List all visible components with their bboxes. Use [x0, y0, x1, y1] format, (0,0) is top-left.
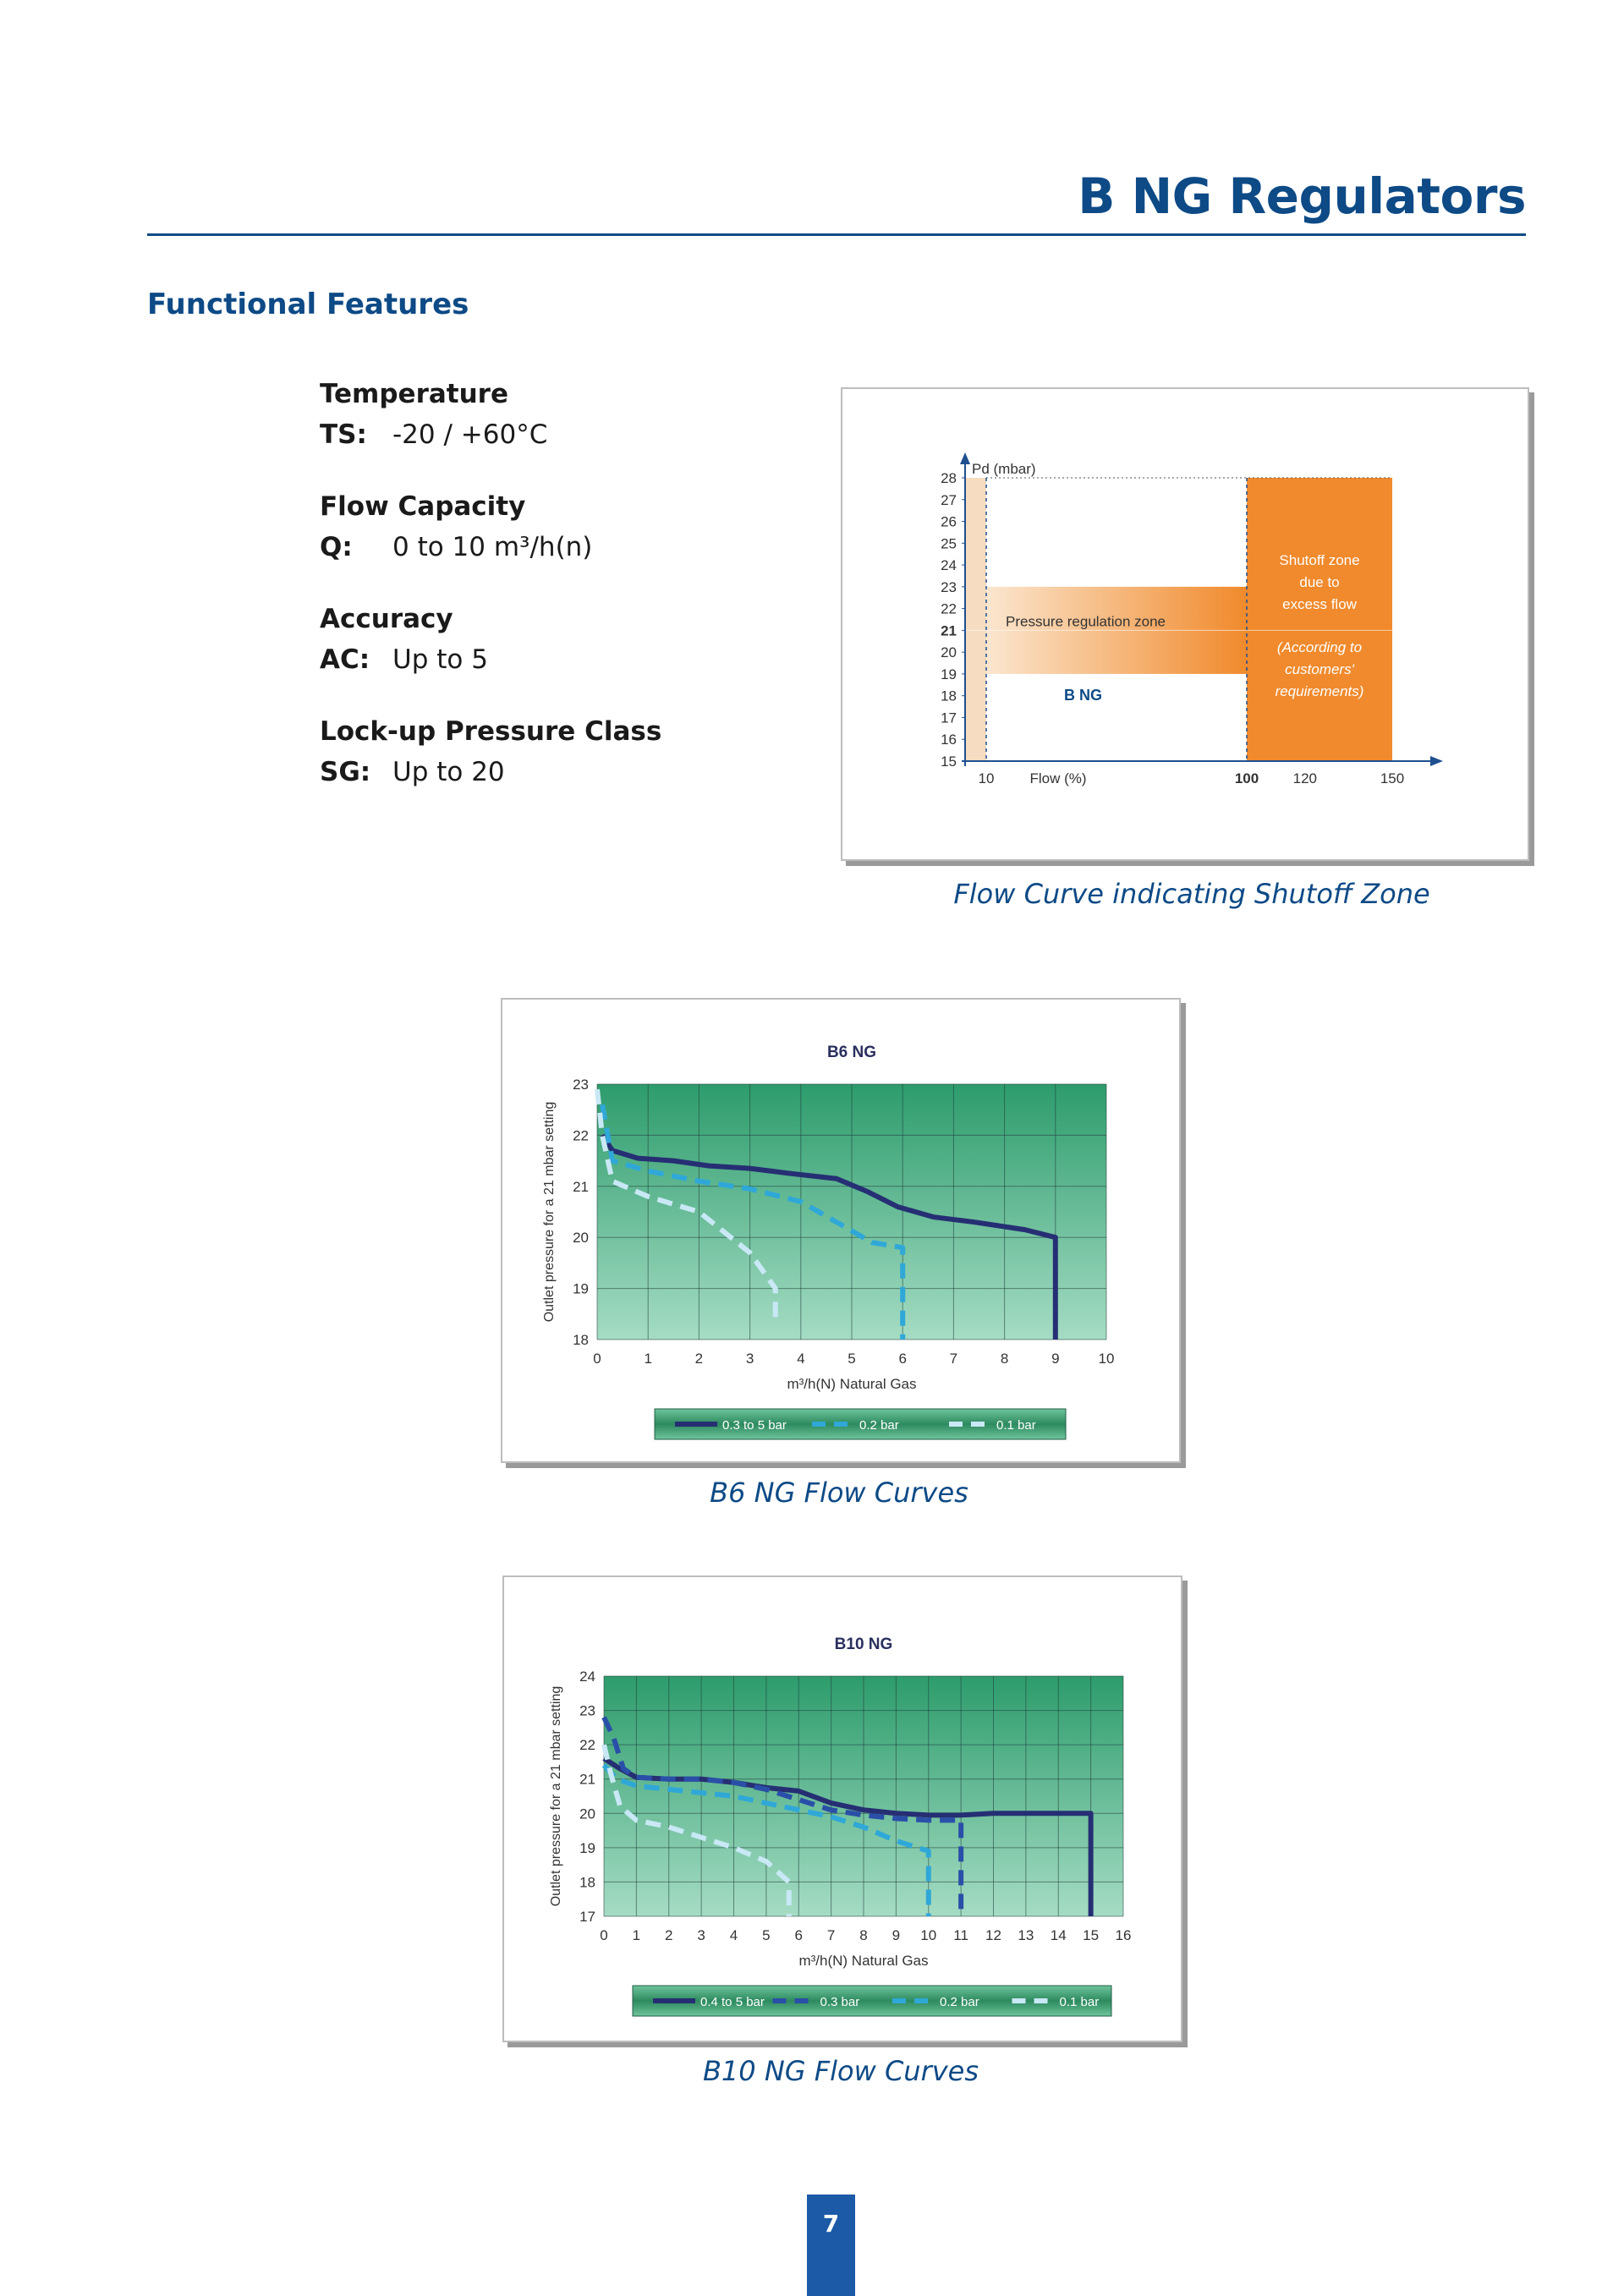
- startup-zone: [965, 478, 986, 761]
- y-tick-label: 18: [579, 1874, 595, 1891]
- legend-label: 0.3 bar: [820, 1995, 860, 2009]
- y-tick-label: 27: [941, 491, 957, 508]
- y-tick-label: 24: [579, 1669, 595, 1685]
- x-axis-arrow: [1430, 756, 1443, 766]
- legend-label: 0.2 bar: [859, 1418, 899, 1433]
- legend-label: 0.3 to 5 bar: [722, 1418, 787, 1433]
- regulation-zone-label: Pressure regulation zone: [1006, 613, 1166, 630]
- x-tick-label: 0: [600, 1927, 608, 1943]
- section-heading: Functional Features: [147, 288, 469, 321]
- spec-value: 0 to 10 m³/h(n): [392, 532, 593, 562]
- x-tick-label: 4: [729, 1927, 738, 1943]
- page-title: B NG Regulators: [1078, 167, 1526, 225]
- x-tick-label: 2: [694, 1351, 704, 1367]
- y-tick-label: 15: [941, 753, 957, 770]
- y-axis-arrow: [960, 452, 970, 464]
- b10-chart-panel: [502, 1575, 1182, 2042]
- x-tick-label: 5: [848, 1351, 856, 1367]
- spec-key: TS:: [320, 419, 367, 450]
- legend-label: 0.1 bar: [996, 1418, 1036, 1433]
- x-tick-label: 10: [978, 770, 995, 786]
- y-tick-label: 22: [573, 1127, 589, 1144]
- y-tick-label: 23: [579, 1702, 595, 1719]
- shutoff-zone-label: excess flow: [1282, 596, 1357, 613]
- title-divider: [147, 233, 1526, 236]
- y-tick-label: 17: [941, 710, 957, 726]
- x-tick-label: 10: [1098, 1351, 1115, 1367]
- y-tick-label: 28: [941, 470, 957, 486]
- y-tick-label: 21: [573, 1178, 589, 1195]
- spec-item-temperature: [320, 379, 793, 491]
- legend-label: 0.4 to 5 bar: [700, 1995, 765, 2009]
- chart-title: B6 NG: [826, 1044, 877, 1061]
- x-tick-label: 150: [1380, 770, 1405, 786]
- x-tick-label: 11: [953, 1927, 968, 1943]
- x-tick-label: 6: [794, 1927, 803, 1943]
- x-tick-label: 16: [1115, 1927, 1132, 1943]
- x-axis-label: Flow (%): [1029, 770, 1087, 786]
- shutoff-caption: Flow Curve indicating Shutoff Zone: [953, 878, 1430, 910]
- spec-item-accuracy: [320, 604, 793, 716]
- y-tick-label: 19: [941, 666, 957, 682]
- chart-title: B10 NG: [834, 1636, 893, 1653]
- x-tick-label: 12: [985, 1927, 1001, 1943]
- y-tick-label: 23: [573, 1077, 589, 1093]
- x-tick-label: 9: [892, 1927, 901, 1943]
- b10-caption: B10 NG Flow Curves: [702, 2055, 979, 2087]
- legend-label: 0.1 bar: [1059, 1995, 1100, 2009]
- shutoff-note-label: requirements): [1275, 683, 1364, 700]
- y-tick-label: 26: [941, 513, 957, 530]
- y-tick-label: 20: [579, 1806, 595, 1822]
- y-tick-label: 18: [941, 688, 957, 704]
- spec-heading: Accuracy: [320, 604, 453, 634]
- b6-caption: B6 NG Flow Curves: [710, 1477, 968, 1509]
- x-tick-label: 100: [1234, 770, 1259, 786]
- y-tick-label: 22: [941, 600, 957, 617]
- spec-heading: Flow Capacity: [320, 491, 526, 522]
- x-tick-label: 10: [920, 1927, 937, 1943]
- legend-label: 0.2 bar: [940, 1995, 979, 2009]
- y-tick-label: 17: [579, 1909, 595, 1925]
- x-tick-label: 3: [745, 1351, 754, 1367]
- y-tick-label: 23: [941, 578, 957, 595]
- y-tick-label: 22: [579, 1737, 595, 1754]
- x-tick-label: 1: [644, 1351, 652, 1367]
- y-tick-label: 24: [941, 557, 957, 574]
- spec-key: Q:: [320, 532, 353, 562]
- x-tick-label: 5: [762, 1927, 771, 1943]
- spec-value: -20 / +60°C: [392, 419, 548, 450]
- shutoff-note-label: customers': [1285, 661, 1354, 678]
- y-tick-label: 21: [941, 622, 957, 639]
- shutoff-chart-panel: [841, 387, 1529, 861]
- x-tick-label: 15: [1083, 1927, 1100, 1943]
- x-axis-label: m³/h(N) Natural Gas: [787, 1376, 917, 1392]
- y-tick-label: 20: [941, 644, 957, 661]
- spec-value: Up to 20: [392, 757, 505, 787]
- y-tick-label: 19: [579, 1839, 595, 1856]
- shutoff-zone: [1247, 478, 1392, 761]
- y-tick-label: 18: [573, 1332, 589, 1348]
- shutoff-note-label: (According to: [1276, 639, 1363, 656]
- y-tick-label: 25: [941, 535, 957, 552]
- x-tick-label: 7: [949, 1351, 958, 1367]
- spec-heading: Temperature: [320, 379, 508, 409]
- spec-heading: Lock-up Pressure Class: [320, 716, 662, 747]
- y-tick-label: 16: [941, 732, 957, 748]
- spec-key: AC:: [320, 644, 370, 675]
- x-tick-label: 120: [1292, 770, 1317, 786]
- y-axis-label: Pd (mbar): [972, 461, 1036, 477]
- x-tick-label: 7: [826, 1927, 836, 1943]
- y-axis-label: Outlet pressure for a 21 mbar setting: [549, 1685, 563, 1907]
- x-axis-label: m³/h(N) Natural Gas: [798, 1953, 929, 1969]
- b10-chart: [504, 1577, 1181, 2041]
- shutoff-zone-label: Shutoff zone: [1279, 552, 1360, 569]
- spec-item-lockup: [320, 716, 793, 829]
- x-tick-label: 8: [1000, 1351, 1009, 1367]
- x-tick-label: 0: [593, 1351, 601, 1367]
- y-axis-label: Outlet pressure for a 21 mbar setting: [542, 1101, 557, 1323]
- x-tick-label: 2: [665, 1927, 673, 1943]
- y-tick-label: 19: [573, 1280, 589, 1297]
- product-label: B NG: [1064, 686, 1102, 704]
- shutoff-zone-label: due to: [1299, 574, 1340, 591]
- x-tick-label: 9: [1051, 1351, 1060, 1367]
- y-tick-label: 20: [573, 1230, 589, 1247]
- shutoff-chart: [842, 389, 1528, 859]
- x-tick-label: 13: [1018, 1927, 1034, 1943]
- x-tick-label: 6: [898, 1351, 907, 1367]
- b6-chart: [502, 1000, 1179, 1461]
- x-tick-label: 3: [697, 1927, 705, 1943]
- spec-key: SG:: [320, 757, 371, 787]
- spec-item-flow-capacity: [320, 491, 793, 604]
- x-tick-label: 4: [797, 1351, 805, 1367]
- spec-value: Up to 5: [392, 644, 488, 675]
- y-tick-label: 21: [579, 1771, 595, 1788]
- spec-list: [320, 379, 793, 829]
- x-tick-label: 14: [1050, 1927, 1067, 1943]
- x-tick-label: 8: [859, 1927, 868, 1943]
- b6-chart-panel: [501, 998, 1181, 1463]
- x-tick-label: 1: [632, 1927, 641, 1943]
- page-number: 7: [807, 2195, 855, 2296]
